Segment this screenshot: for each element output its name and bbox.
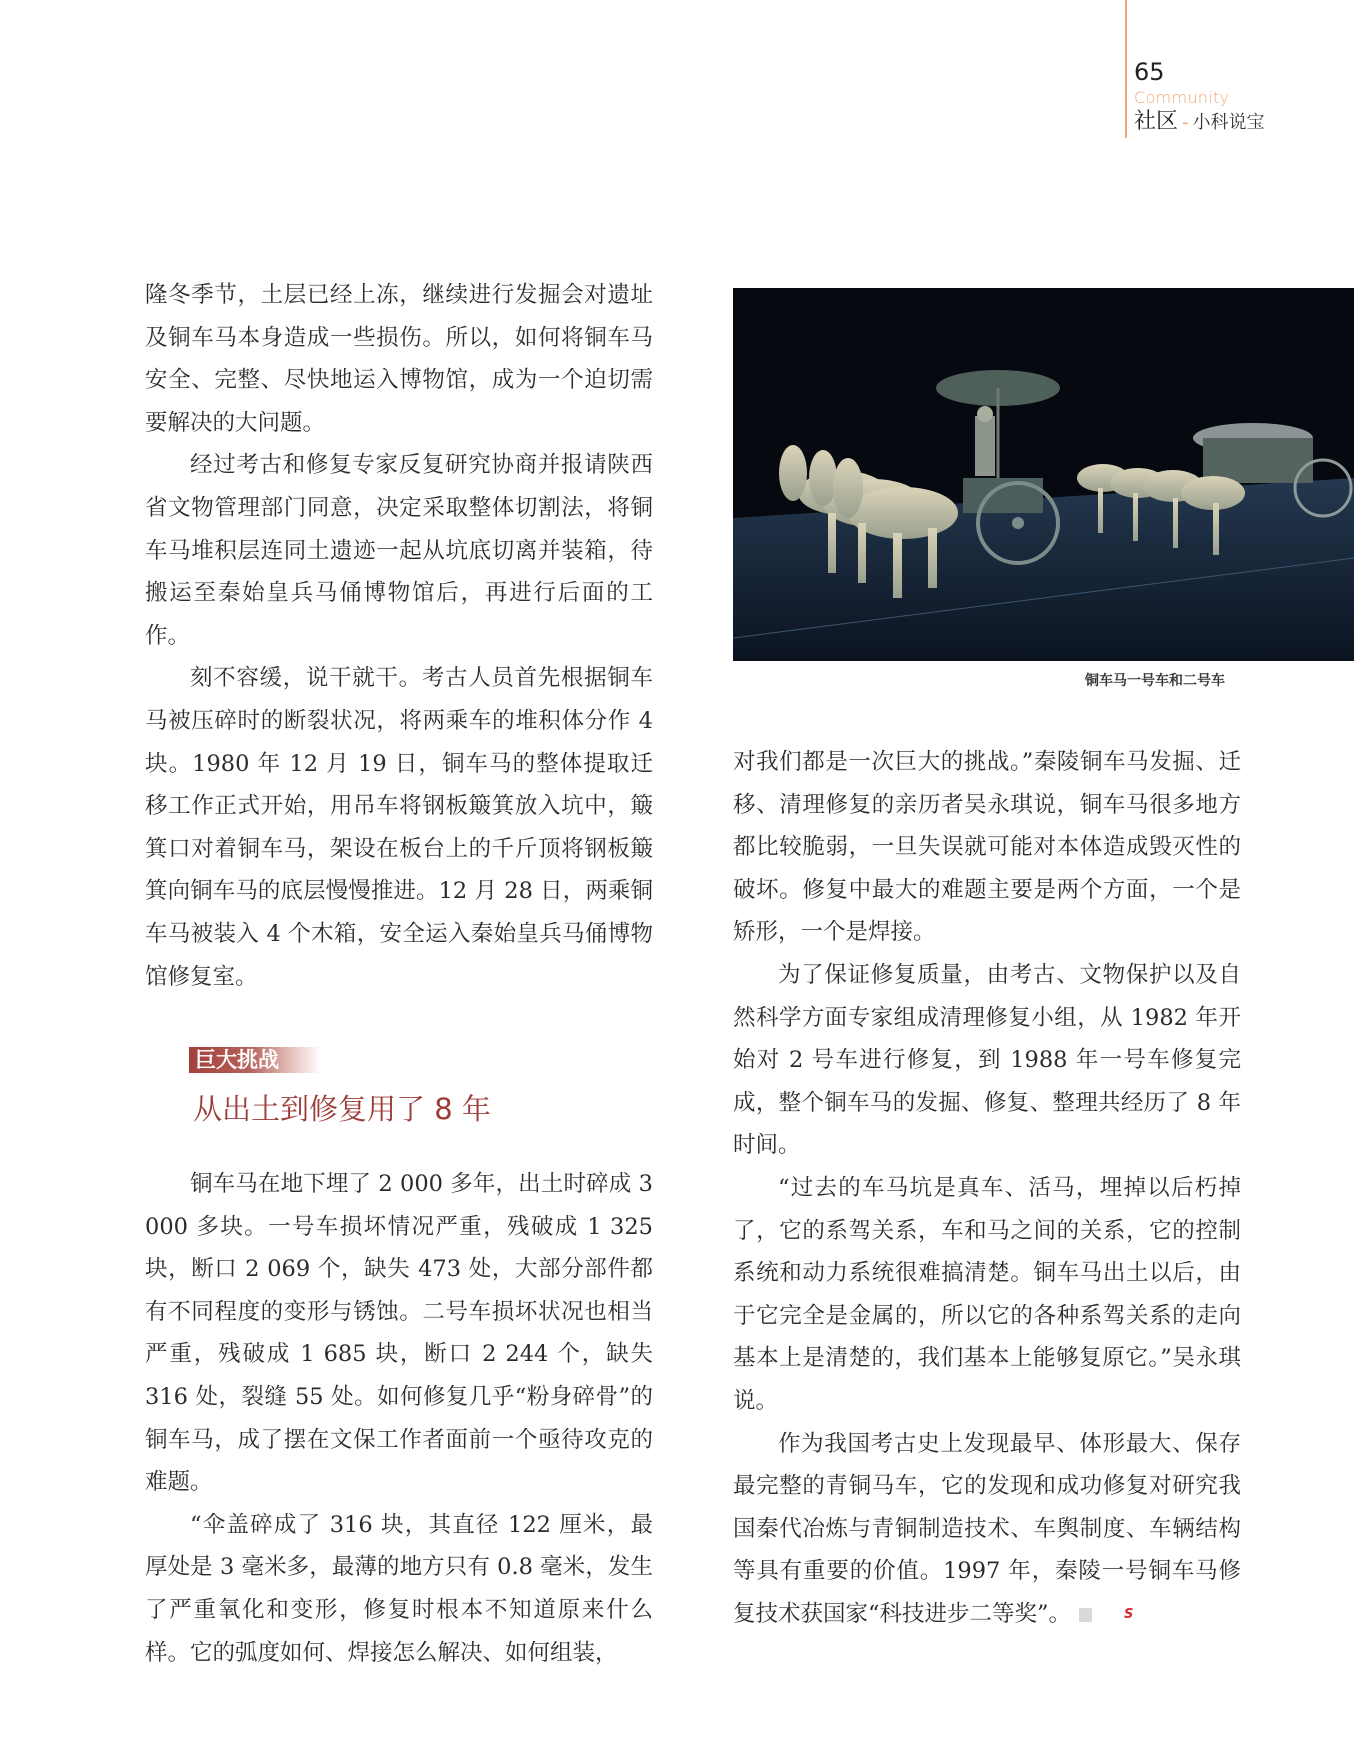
paragraph: 铜车马在地下埋了 2 000 多年，出土时碎成 3 000 多块。一号车损坏情况严重，残破成 1 325 块，断口 2 069 个，缺失 473 处，大部分部件都有不同程度的变形与锈蚀。二号车损坏状况也相当严重，残破成 1 685 块，断口 2 244 个，缺失 316 处，裂缝 55 处。如何修复几乎“粉身碎骨”的铜车马，成了摆在文保工作者面前一个亟待攻克的难题。 [145,1171,653,1496]
paragraph [733,1423,1241,1636]
paragraph: 经过考古和修复专家反复研究协商并报请陕西省文物管理部门同意，决定采取整体切割法，将铜车马堆积层连同土遗迹一起从坑底切离并装箱，待搬运至秦始皇兵马俑博物馆后，再进行后面的工作。 [145,452,653,649]
paragraph: “伞盖碎成了 316 块，其直径 122 厘米，最厚处是 3 毫米多，最薄的地方只有 0.8 毫米，发生了严重氧化和变形，修复时根本不知道原来什么样。它的弧度如何、焊接怎么解决、如何组装， [145,1511,653,1666]
section-name-english: Community [1134,88,1230,107]
header-divider-line [1125,0,1127,138]
photo-caption: 铜车马一号车和二号车 [1085,673,1225,689]
left-column-bottom [145,1163,653,1674]
paragraph: 为了保证修复质量，由考古、文物保护以及自然科学方面专家组成清理修复小组，从 1982 年开始对 2 号车进行修复，到 1988 年一号车修复完成，整个铜车马的发掘、修复、整理共经历了 8 年时间。 [733,961,1241,1159]
paragraph-text: 作为我国考古史上发现最早、体形最大、保存最完整的青铜马车，它的发现和成功修复对研究我国秦代冶炼与青铜制造技术、车舆制度、车辆结构等具有重要的价值。1997 年，秦陵一号铜车马修复技术获国家“科技进步二等奖”。 [733,1430,1241,1627]
column-name: 小科说宝 [1192,112,1265,133]
section-heading: 从出土到修复用了 8 年 [193,1092,491,1126]
section-label: 社区 [1134,109,1179,134]
section-tag: 巨大挑战 [189,1047,321,1073]
section-name-chinese [1134,108,1265,137]
article-end-mark-icon: S [1079,1608,1092,1622]
bronze-chariot-image [733,288,1354,661]
chariot-photo [733,288,1354,661]
left-column-top [145,274,653,998]
section-separator: - [1182,112,1189,133]
paragraph: 刻不容缓，说干就干。考古人员首先根据铜车马被压碎时的断裂状况，将两乘车的堆积体分作 4 块。1980 年 12 月 19 日，铜车马的整体提取迁移工作正式开始，用吊车将钢板簸箕放入坑中，簸箕口对着铜车马，架设在板台上的千斤顶将钢板簸箕向铜车马的底层慢慢推进。12 月 28 日，两乘铜车马被装入 4 个木箱，安全运入秦始皇兵马俑博物馆修复室。 [145,665,653,990]
paragraph: 隆冬季节，土层已经上冻，继续进行发掘会对遗址及铜车马本身造成一些损伤。所以，如何将铜车马安全、完整、尽快地运入博物馆，成为一个迫切需要解决的大问题。 [145,282,653,436]
paragraph: 对我们都是一次巨大的挑战。”秦陵铜车马发掘、迁移、清理修复的亲历者吴永琪说，铜车马很多地方都比较脆弱，一旦失误就可能对本体造成毁灭性的破坏。修复中最大的难题主要是两个方面，一个是矫形，一个是焊接。 [733,749,1241,946]
page-number: 65 [1134,58,1165,86]
paragraph: “过去的车马坑是真车、活马，埋掉以后朽掉了，它的系驾关系，车和马之间的关系，它的控制系统和动力系统很难搞清楚。铜车马出土以后，由于它完全是金属的，所以它的各种系驾关系的走向基本上是清楚的，我们基本上能够复原它。”吴永琪说。 [733,1174,1241,1414]
right-column [733,741,1241,1635]
